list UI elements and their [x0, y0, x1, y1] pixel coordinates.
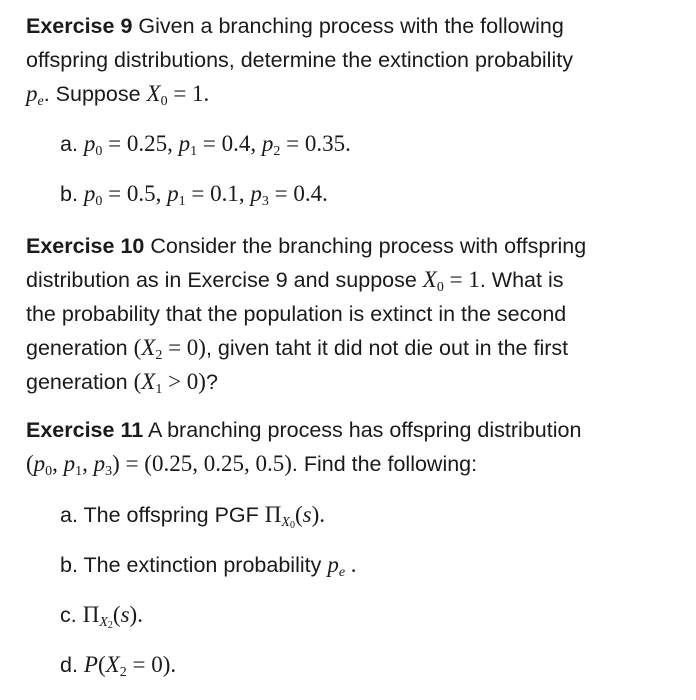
exercise-11-item-a: a. The offspring PGF $\Pi_{X0}(s)$. — [60, 502, 325, 531]
exercise-10-line-3: the probability that the population is extinct in the second — [26, 302, 567, 326]
exercise-10-line-2: distribution as in Exercise 9 and suppose $X_0 = 1$. What is — [26, 267, 564, 295]
exercise-9-item-b: b. $p_0 = 0.5$, $p_1 = 0.1$, $p_3 = 0.4$. — [60, 181, 328, 209]
exercise-11-item-c: c. $\Pi_{X2}(s)$. — [60, 602, 143, 631]
exercise-10-line-1: Exercise 10 Consider the branching process with offspring — [26, 234, 587, 258]
exercise-11-item-d: d. $P(X_2 = 0)$. — [60, 652, 177, 680]
exercise-11-line-2: ($p_0$, $p_1$, $p_3) = (0.25$, 0.25, 0.5). Find the following: — [26, 451, 478, 479]
exercise-9-line-2: offspring distributions, determine the extinction probability — [26, 48, 573, 72]
exercise-11 — [26, 413, 666, 481]
exercise-11-label: Exercise 11 — [26, 418, 144, 442]
exercise-9-line-3: $p_e$. Suppose $X_0 = 1$. — [26, 81, 210, 109]
exercise-9 — [26, 9, 666, 111]
exercise-10-label: Exercise 10 — [26, 234, 145, 258]
exercise-9-label: Exercise 9 — [26, 14, 133, 38]
exercise-9-line-1: Exercise 9 Given a branching process with the following — [26, 14, 564, 38]
exercise-11-item-b: b. The extinction probability $p_e$ . — [60, 552, 357, 580]
exercise-11-line-1: Exercise 11 A branching process has offspring distribution — [26, 418, 582, 442]
exercise-10-line-5: generation $(X_1 > 0)$? — [26, 369, 218, 397]
exercise-10-line-4: generation $(X_2 = 0)$, given taht it did not die out in the first — [26, 335, 569, 363]
exercise-9-item-a: a. $p_0 = 0.25$, $p_1 = 0.4$, $p_2 = 0.35$. — [60, 131, 351, 159]
exercise-10 — [26, 229, 666, 399]
